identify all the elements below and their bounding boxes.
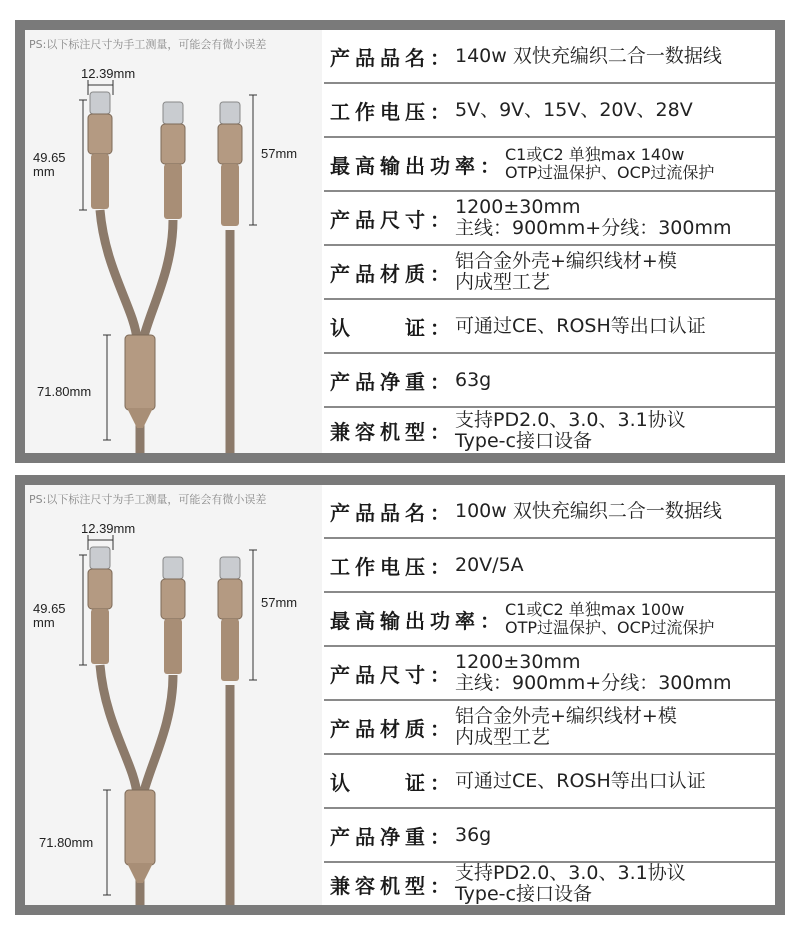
spec-table	[324, 485, 775, 905]
spec-row-name: 产品品名： 100w 双快充编织二合一数据线	[324, 485, 775, 539]
dim-plug-length: 49.65	[33, 150, 66, 165]
measurement-note: PS:以下标注尺寸为手工测量，可能会有微小误差	[29, 493, 267, 506]
spec-row-certification: 认 证： 可通过CE、ROSH等出口认证	[324, 755, 775, 809]
measurement-note: PS:以下标注尺寸为手工测量，可能会有微小误差	[29, 38, 267, 51]
spec-row-weight: 产品净重： 63g	[324, 354, 775, 408]
dim-plug-unit: mm	[33, 164, 55, 179]
spec-row-voltage: 工作电压： 20V/5A	[324, 539, 775, 593]
spec-row-power: 最高输出功率： C1或C2 单独max 100w OTP过温保护、OCP过流保护	[324, 593, 775, 647]
dim-plug-unit: mm	[33, 615, 55, 630]
spec-row-compat: 兼容机型： 支持PD2.0、3.0、3.1协议 Type-c接口设备	[330, 862, 686, 905]
dim-width: 12.39mm	[81, 66, 136, 81]
spec-row-certification: 认 证： 可通过CE、ROSH等出口认证	[324, 300, 775, 354]
spec-row-material: 产品材质： 铝合金外壳+编织线材+模 内成型工艺	[324, 701, 775, 755]
product-illustration	[25, 485, 322, 905]
spec-row-name: 产品品名： 140w 双快充编织二合一数据线	[324, 30, 775, 84]
spec-panel-100w	[15, 475, 785, 915]
dim-plug-long: 57mm	[261, 595, 298, 610]
spec-row-size: 产品尺寸： 1200±30mm 主线：900mm+分线：300mm	[324, 647, 775, 701]
spec-row-compat: 兼容机型： 支持PD2.0、3.0、3.1协议 Type-c接口设备	[330, 408, 686, 452]
spec-row-material: 产品材质： 铝合金外壳+编织线材+模 内成型工艺	[324, 246, 775, 300]
product-illustration	[25, 30, 322, 453]
dim-splitter: 71.80mm	[39, 835, 94, 850]
spec-table	[324, 30, 775, 453]
dim-width: 12.39mm	[81, 521, 136, 536]
dim-plug-length: 49.65	[33, 601, 66, 616]
spec-row-power: 最高输出功率： C1或C2 单独max 140w OTP过温保护、OCP过流保护	[324, 138, 775, 192]
spec-panel-140w	[15, 20, 785, 463]
dim-splitter: 71.80mm	[37, 384, 92, 399]
spec-row-size: 产品尺寸： 1200±30mm 主线：900mm+分线：300mm	[324, 192, 775, 246]
spec-row-voltage: 工作电压： 5V、9V、15V、20V、28V	[324, 84, 775, 138]
spec-row-weight: 产品净重： 36g	[324, 809, 775, 863]
dim-plug-long: 57mm	[261, 146, 298, 161]
